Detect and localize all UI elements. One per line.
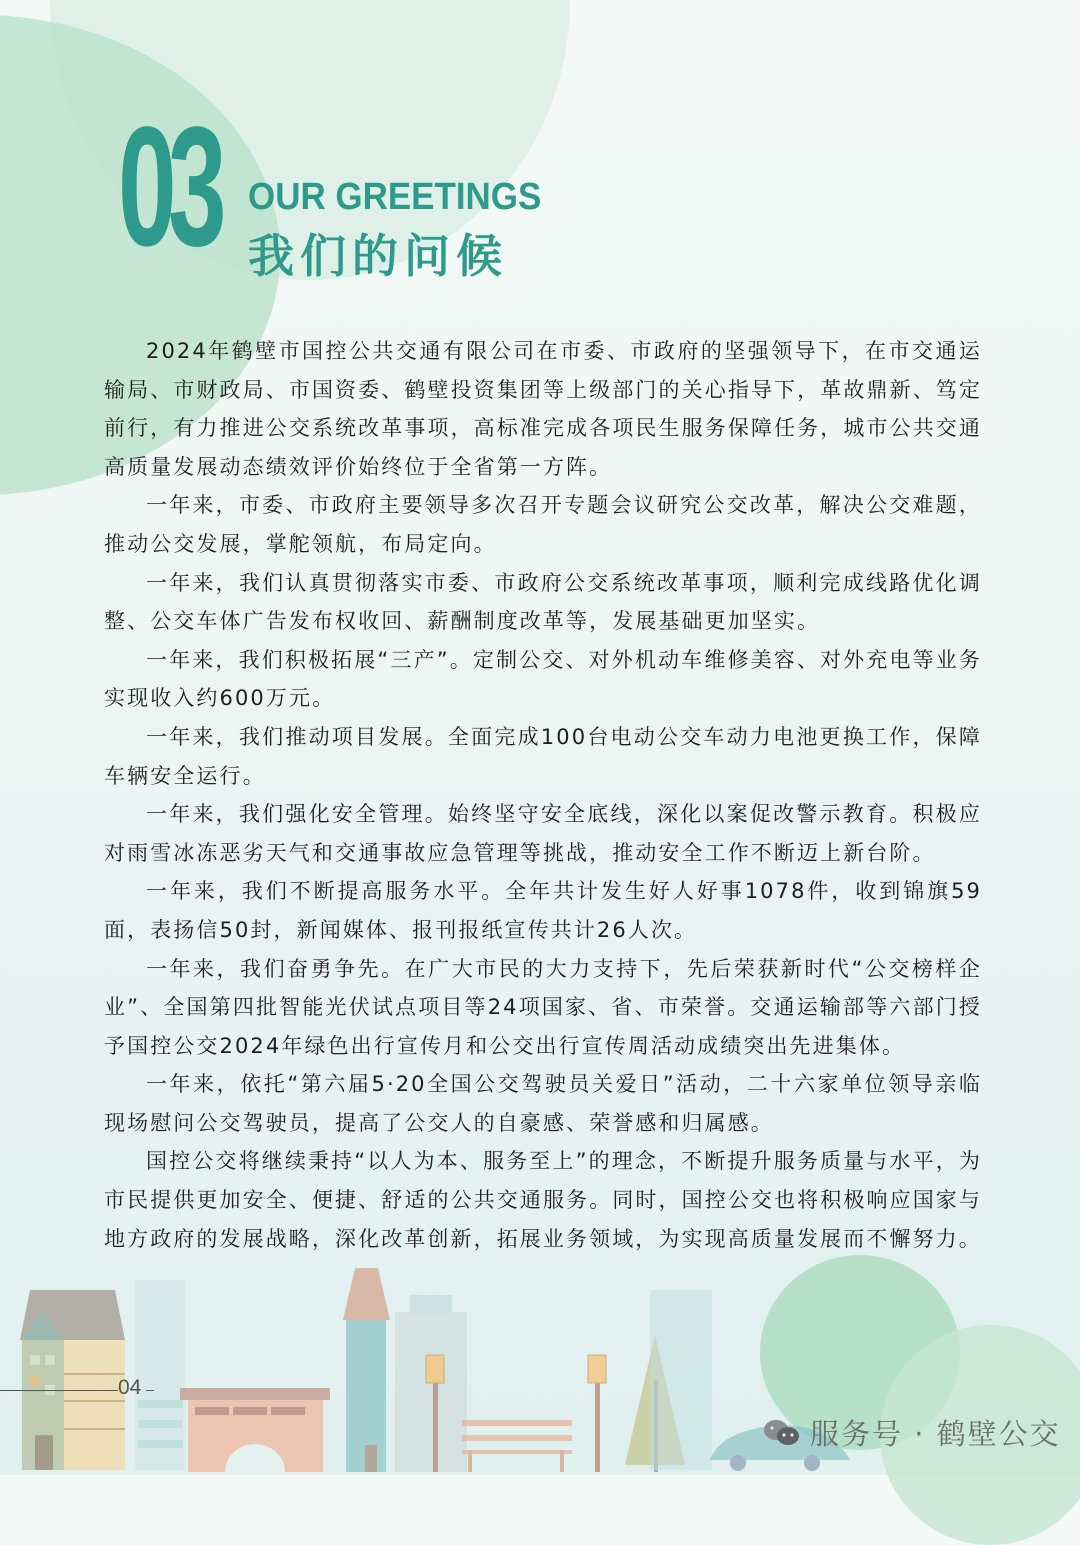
watermark-text: 服务号 · 鹤壁公交 [810, 1417, 1061, 1451]
page-number: 04 [118, 1376, 142, 1399]
wechat-watermark [762, 1412, 1061, 1453]
paragraph: 2024年鹤壁市国控公共交通有限公司在市委、市政府的坚强领导下，在市交通运输局、市财政局、市国资委、鹤壁投资集团等上级部门的关心指导下，革故鼎新、笃定前行，有力推进公交系统改革事项，高标准完成各项民生服务保障任务，城市公共交通高质量发展动态绩效评价始终位于全省第一方阵。 [104, 339, 982, 479]
paragraph: 一年来，我们强化安全管理。始终坚守安全底线，深化以案促改警示教育。积极应对雨雪冰冻恶劣天气和交通事故应急管理等挑战，推动安全工作不断迈上新台阶。 [104, 802, 982, 865]
paragraph: 一年来，我们不断提高服务水平。全年共计发生好人好事1078件，收到锦旗59面，表扬信50封，新闻媒体、报刊报纸宣传共计26人次。 [104, 879, 982, 942]
page-number-line [0, 1390, 118, 1391]
paragraph: 一年来，我们积极拓展“三产”。定制公交、对外机动车维修美容、对外充电等业务实现收入约600万元。 [104, 647, 982, 711]
house-icon [20, 1290, 125, 1470]
wechat-icon [762, 1418, 802, 1448]
paragraph: 一年来，我们推动项目发展。全面完成100台电动公交车动力电池更换工作，保障车辆安全运行。 [104, 724, 982, 788]
section-title-en: OUR GREETINGS [248, 176, 542, 218]
arch-building-icon [180, 1388, 330, 1472]
section-number: 03 [118, 92, 218, 282]
paragraph: 一年来，我们奋勇争先。在广大市民的大力支持下，先后荣获新时代“公交榜样企业”、全国第四批智能光伏试点项目等24项国家、省、市荣誉。交通运输部等六部门授予国控公交2024年绿色出行宣传月和公交出行宣传周活动成绩突出先进集体。 [104, 956, 982, 1058]
page-number-dash [146, 1390, 154, 1391]
paragraph: 一年来，依托“第六届5·20全国公交驾驶员关爱日”活动，二十六家单位领导亲临现场慰问公交驾驶员，提高了公交人的自豪感、荣誉感和归属感。 [104, 1072, 982, 1135]
paragraph: 一年来，市委、市政府主要领导多次召开专题会议研究公交改革，解决公交难题，推动公交发展，掌舵领航，布局定向。 [104, 493, 982, 556]
street-lamp-icon [588, 1355, 606, 1472]
paragraph: 国控公交将继续秉持“以人为本、服务至上”的理念，不断提升服务质量与水平，为市民提供更加安全、便捷、舒适的公共交通服务。同时，国控公交也将积极响应国家与地方政府的发展战略，深化改革创新，拓展业务领域，为实现高质量发展而不懈努力。 [104, 1149, 982, 1251]
clock-tower-icon [343, 1268, 390, 1472]
greeting-body [104, 332, 982, 1258]
paragraph: 一年来，我们认真贯彻落实市委、市政府公交系统改革事项，顺利完成线路优化调整、公交车体广告发布权收回、薪酬制度改革等，发展基础更加坚实。 [104, 570, 982, 634]
section-title-cn: 我们的问候 [248, 229, 508, 283]
bench-icon [462, 1420, 572, 1472]
